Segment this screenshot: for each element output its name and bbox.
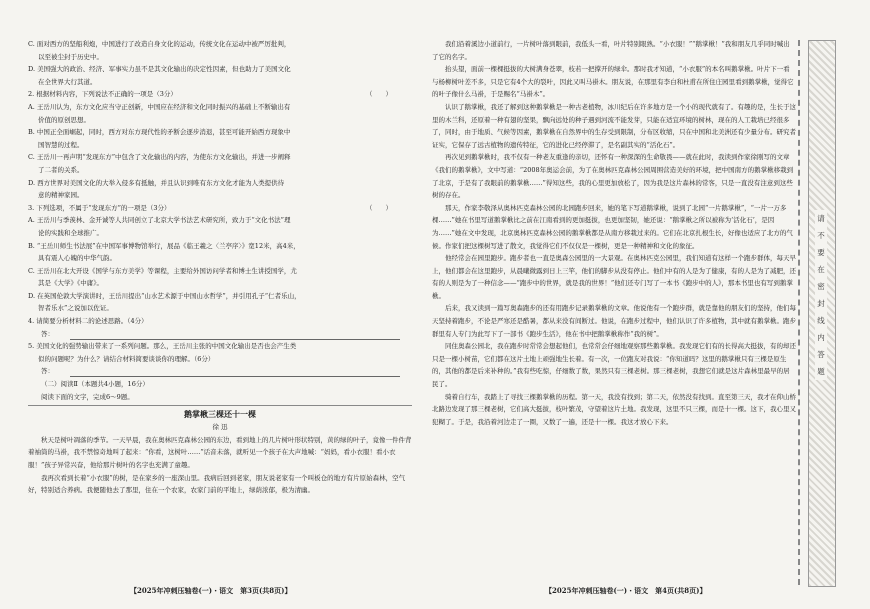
article-paragraph: 后来，我又读到一篇写奥森跑步的还有用跑步记录鹅掌楸的文章。他说他有一个跑步群，就是靠他的朋友们的坚持，他们每天坚持着跑步，不论是严寒还是酷暑，都从来没有间断过。他说，在跑步过程中，他们认识了许多植物，其中就有鹅掌楸。跑步群里有人专门为此写下了一部书《跑步生活》，他在书中把鹅掌楸称作“我的树”。 <box>432 304 796 338</box>
line-text: 答： <box>41 329 54 338</box>
article-paragraph: 他经常会在园里跑步。跑步者也一直是奥森公园里的一大景观。在奥林匹克公园里，我们知道有这样一个跑步群体，每天早上，他们都会在这里跑步，从晨曦微露到日上三竿，他们的脚步从没有停止。他们中有的人是为了健康，有的人是为了减肥，还有的人则是为了一种信念——“跑步中的世界，就是我的世界！”他们还专门写了一本书《跑步中的人》，那本书里也有写到鹅掌楸。 <box>432 254 796 300</box>
line-text: 在全世界大行其道。 <box>38 77 97 86</box>
line-text: 2. 根据材料内容，下列说法不正确的一项是（3分） <box>28 90 177 99</box>
line-text: 具有震人心魄的中华气韵。 <box>38 254 116 263</box>
line-text: 了二者的关系。 <box>38 165 84 174</box>
text-line <box>28 353 412 366</box>
answer-bracket: （ ） <box>366 90 392 99</box>
line-text: 其是《大学》《中庸》。 <box>38 279 103 288</box>
article-title: 鹅掌楸三棵还十一棵 <box>184 409 256 420</box>
line-text: B. 中国正全面崛起，同时，西方对东方现代性的矛断会逐步消退，甚至可能开始西方现象中 <box>28 128 291 137</box>
line-text: 智者乐水”之说加以佐证。 <box>38 304 113 313</box>
line-text: 国智慧的过程。 <box>38 140 84 149</box>
line-text: 5. 美国文化的强势输出带来了一系列问题。那么，王岳川主张的中国文化输出是否也会产生类 <box>28 342 297 351</box>
text-line <box>28 265 412 278</box>
line-text: D. 在英国伦敦大学演讲时，王岳川提出“山水艺术源于中国山水哲学”，并引用孔子“仁者乐山， <box>28 291 301 300</box>
text-line <box>28 63 412 76</box>
text-line <box>28 177 412 190</box>
text-line <box>28 277 412 290</box>
line-text: 以至被尘封于历史中。 <box>38 52 103 61</box>
text-line <box>28 227 412 240</box>
text-line <box>28 101 412 114</box>
line-text: 答： <box>41 367 54 376</box>
text-line <box>28 38 412 51</box>
answer-line[interactable] <box>28 365 412 378</box>
section-divider <box>28 405 412 406</box>
line-text: 意的精神家园。 <box>38 191 84 200</box>
line-text: 4. 请简要分析材料二的论述思路。（4分） <box>28 317 148 326</box>
answer-blank[interactable] <box>70 365 400 377</box>
line-text: C. 面对西方的坚船利炮，中国进行了改造自身文化的运动，传统文化在运动中被严厉批判， <box>28 40 291 48</box>
line-text: D. 西方世界对美国文化的大举入侵多有抵触，并且认识到唯有东方文化才能为人类提供待 <box>28 178 285 187</box>
text-line <box>28 51 412 64</box>
line-text: A. 王岳川认为，东方文化应当守正创新，中国应在经济和文化同时振兴的基础上不断输出有 <box>28 102 291 111</box>
answer-blank[interactable] <box>70 328 400 340</box>
seal-notice: 请不要在密封线内答题 <box>815 210 827 380</box>
line-text: D. 美国强大的政治、经济、军事实力虽不是其文化输出的决定性因素，但也助力了美国文化 <box>28 65 291 74</box>
text-line <box>28 290 412 303</box>
question-line <box>28 315 412 328</box>
line-text: 3. 下列选项，不属于“发现东方”的一项是（3分） <box>28 203 171 212</box>
text-line <box>28 76 412 89</box>
question-line <box>28 340 412 353</box>
question-lines <box>28 38 412 403</box>
text-line <box>28 114 412 127</box>
line-text: 似的问题呢？为什么？请结合材料简要谈谈你的理解。（6分） <box>38 354 215 363</box>
article-paragraph: 秋天是树叶凋落的季节。一天早晨，我在奥林匹克森林公园的东边，看到地上的几片树叶形状特别，黄的绿的叶子，竟像一件件背着袖筒的马褂，我不禁惊奇地叫了起来：“你看，这树叶……”话音未落，就听见一个孩子在大声地喊：“妈妈，看小衣服！看小衣服！”孩子异常兴奋，他给那片树叶的名字也充满了童趣。 <box>28 435 412 469</box>
line-text: B. “王岳川师生书法展”在中国军事博物馆举行，展品《临王羲之〈兰亭序〉》宽12米，高4米， <box>28 241 300 250</box>
article-author: 徐 迅 <box>212 423 228 432</box>
question-line <box>28 202 412 215</box>
line-text: A. 王岳川与季羡林、金开诚等人共同创立了北京大学书法艺术研究所，致力于“文化书法”理 <box>28 216 291 225</box>
article-paragraph: 我再次看到长着“小衣服”的树，是在家乡的一座深山里。我病后回到老家，朋友说老家有一个叫板仓的地方有片原始森林，空气好，特别适合养病。我便随他去了那里，住在一个农家，农家门前的平地上，绿荫浓郁，极为清幽。 <box>28 473 406 495</box>
line-text: C. 王岳川在北大开设《国学与东方美学》等课程，主要给外国访问学者和博士生讲授国学，尤 <box>28 266 297 275</box>
text-line <box>28 378 412 391</box>
article-paragraph: 同住奥森公园北，我在跑步时常常会想起他们，也常常会仔细地观察那些鹅掌楸。我发现它们有的长得高大挺拔，有的却还只是一棵小树苗，它们都在这片土地上顽强地生长着。有一次，一位跑友对我说：“你知道吗？这里的鹅掌楸只有三棵是原生的，其他的都是后来补种的。”我有些吃惊，仔细数了数，果然只有三棵老树。那三棵老树，我想它们就是这片森林里最早的居民了。 <box>432 342 796 389</box>
right-column <box>432 38 796 428</box>
answer-line[interactable] <box>28 328 412 341</box>
line-text: 阅读下面的文字，完成6～9题。 <box>41 392 134 401</box>
left-column <box>28 38 412 497</box>
text-line <box>28 302 412 315</box>
line-text: C. 王岳川一再声明“发现东方”中包含了文化输出的内容，为使东方文化输出，并进一步阐释 <box>28 153 291 162</box>
article-paragraph: 抬头望，面前一棵棵挺拔的大树满身苍翠，枝若一把撑开的绿伞。那时我才知道，“小衣服”的本名叫鹅掌楸。叶片下一看与杨柳树叶差不多，只是它有4个大的裂叶，因此又叫马褂木。朋友说，在那里有李白和杜甫在所住庄园里看到鹅掌楸，觉得它的叶子像什么马褂，于是赐名“马褂木”。 <box>432 65 794 99</box>
question-line <box>28 88 412 101</box>
page-footer-left: 【2025年冲刺压轴卷(一)・语文 第3页(共8页)】 <box>130 586 292 595</box>
article-paragraph: 那天，作家李敬泽从奥林匹克森林公园的北园跑步回来，她的笔下写道鹅掌楸，说到了北园“一片鹅掌楸”，“一片一万多棵……”她在书里写道鹅掌楸比之前在江南看到的更加挺拔，也更加坚韧，她还说：“鹅掌楸之所以被称为‘活化石’，是因为……”她在文中发现，北京奥林匹克森林公园的鹅掌楸都是从南方移栽过来的。它们在北京扎根生长，好像也适应了北方的气候。作家们把这棵树写进了散文，我觉得它们不仅仅是一棵树，更是一种精神和文化的象征。 <box>432 203 793 250</box>
text-line <box>28 214 412 227</box>
text-line <box>28 189 412 202</box>
text-line <box>28 139 412 152</box>
text-line <box>28 391 412 404</box>
line-text: 论的实践和全球推广。 <box>38 228 103 237</box>
text-line <box>28 252 412 265</box>
text-line <box>28 126 412 139</box>
text-line <box>28 164 412 177</box>
line-text: （二）阅读Ⅱ（本题共4小题，16分） <box>41 380 149 389</box>
answer-bracket: （ ） <box>366 203 392 212</box>
article-paragraph: 再次见到鹅掌楸时，我不仅有一种老友重逢的亲切，还怀有一种深深的生命敬畏——就在此时，我读到作家徐刚写的文章《我们的鹅掌楸》，文中写道：“2008年奥运会前，为了在奥林匹克森林公园周围营造美好的环境，把中国南方的鹅掌楸移栽到了北京，于是有了我眼前的鹅掌楸……”得知这些，我的心里更加放松了，因为我是这片森林的常客，只是一直没有注意到这些树的存在。 <box>432 153 794 200</box>
text-line <box>28 240 412 253</box>
article-paragraph: 认识了鹅掌楸，我还了解到这种鹅掌楸是一种古老植物，冰川纪后在许多地方是一个小的现代就有了。有趣的是，生长于这里的木兰科，还原着一种有翅的坚果，飘向远处的种子遇到河流不能发芽，只能在适宜环境的树林，现在的人工栽培已经很多了，同时，由于地质、气候等因素，鹅掌楸在自然界中的生存受到限制，分布区收缩，只在中国和北美洲还有少量分布。研究者证实，它保存了远古植物的遗传特征，它的进化已经停滞了，是名副其实的“活化石”。 <box>432 102 796 149</box>
article-paragraph: 我们沿着溪边小道前行，一片树叶落到眼前，我低头一看，叶片特别眼熟。“小衣服！”“鹅掌楸！”我和朋友几乎同时喊出了它的名字。 <box>432 40 790 61</box>
page-footer-right: 【2025年冲刺压轴卷(一)・语文 第4页(共8页)】 <box>545 586 707 595</box>
text-line <box>28 151 412 164</box>
line-text: 价值的原创思想。 <box>38 115 90 124</box>
article-paragraph: 骑着自行车，我踏上了寻找三棵鹅掌楸的历程。第一天，我没有找到；第二天，依然没有找到。直至第三天，我才在仰山桥北路边发现了那三棵老树，它们高大挺拔，枝叶繁茂，守望着这片土地。我发现，这里不只三棵，而是十一棵。这下，我心里又犯糊了。于是，我沿着河边走了一圈，又数了一遍，还是十一棵。我这才放心下来。 <box>432 392 796 426</box>
